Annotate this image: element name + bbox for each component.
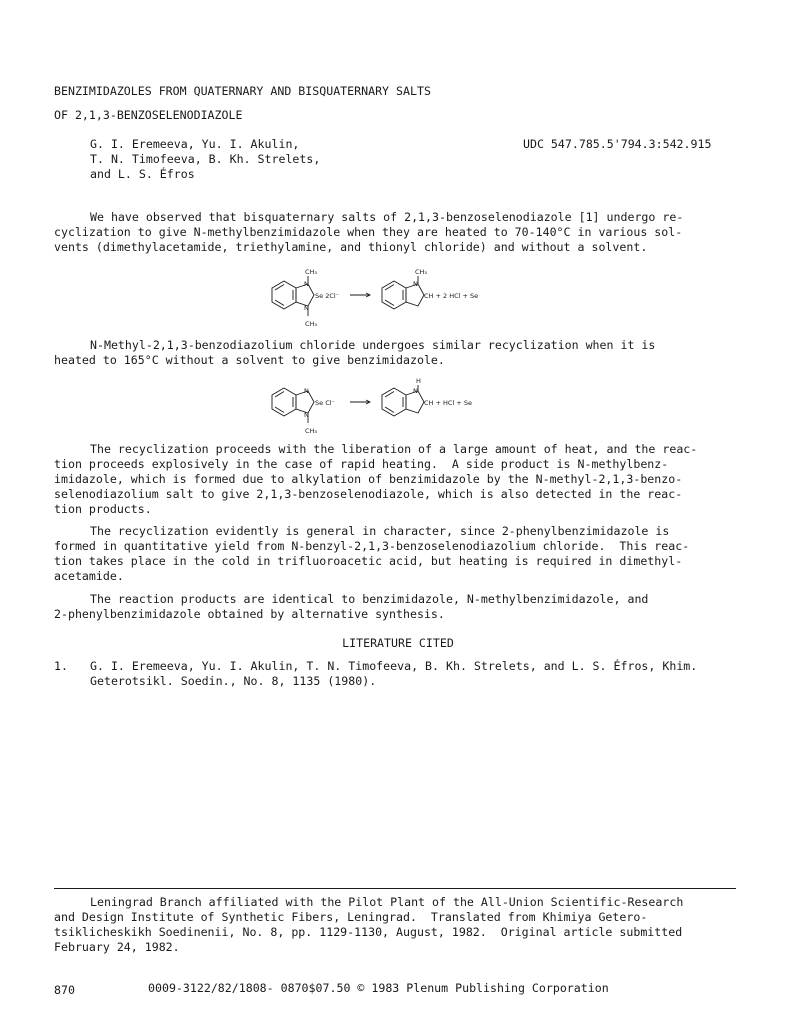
- para4-line-2: formed in quantitative yield from N-benzyl-2,1,3-benzoselenodiazolium chloride. This reac-: [54, 539, 690, 553]
- svg-text:N: N: [304, 304, 309, 312]
- reaction-arrow-1: [350, 293, 370, 297]
- scheme1-product-label: CH + 2 HCl + Se: [424, 292, 479, 300]
- scheme1-ch3-bottom: CH₃: [305, 320, 318, 328]
- scheme2-product-label: CH + HCl + Se: [424, 399, 472, 407]
- para4-line-3: tion takes place in the cold in trifluoroacetic acid, but heating is required in dimethyl-: [54, 554, 683, 568]
- reaction-scheme-1: [258, 266, 538, 336]
- author-line-3: and L. S. Éfros: [90, 167, 195, 181]
- footnote-line-1: Leningrad Branch affiliated with the Pilot Plant of the All-Union Scientific-Research: [90, 895, 684, 909]
- svg-text:N: N: [413, 280, 418, 288]
- para3-line-2: tion proceeds explosively in the case of rapid heating. A side product is N-methylbenz-: [54, 457, 669, 471]
- footnote-divider: [54, 888, 736, 889]
- para5-line-2: 2-phenylbenzimidazole obtained by alternative synthesis.: [54, 607, 445, 621]
- scheme2-ch3-bottom: CH₃: [305, 427, 318, 435]
- udc-code: UDC 547.785.5'794.3:542.915: [523, 137, 712, 151]
- para1-line-1: We have observed that bisquaternary salts of 2,1,3-benzoselenodiazole [1] undergo re-: [90, 210, 684, 224]
- scheme2-reagent-label: Se Cl⁻: [315, 399, 335, 407]
- footnote-line-3: tsiklicheskikh Soedinenii, No. 8, pp. 1129-1130, August, 1982. Original article submitted: [54, 925, 683, 939]
- para4-line-1: The recyclization evidently is general in character, since 2-phenylbenzimidazole is: [90, 524, 670, 538]
- svg-text:N: N: [413, 387, 418, 395]
- reaction-scheme-2: [258, 377, 538, 437]
- para3-line-4: selenodiazolium salt to give 2,1,3-benzoselenodiazole, which is also detected in the reac-: [54, 487, 683, 501]
- scheme1-ch3-top: CH₃: [305, 268, 318, 276]
- para3-line-3: imidazole, which is formed due to alkylation of benzimidazole by the N-methyl-2,1,3-benzo-: [54, 472, 683, 486]
- para2-line-1: N-Methyl-2,1,3-benzodiazolium chloride undergoes similar recyclization when it is: [90, 338, 656, 352]
- scheme2-product-h: H: [416, 377, 421, 385]
- article-title-line-1: BENZIMIDAZOLES FROM QUATERNARY AND BISQUATERNARY SALTS: [54, 84, 431, 98]
- footnote-line-4: February 24, 1982.: [54, 940, 180, 954]
- para3-line-1: The recyclization proceeds with the liberation of a large amount of heat, and the reac-: [90, 442, 698, 456]
- para2-line-2: heated to 165°C without a solvent to give benzimidazole.: [54, 353, 445, 367]
- para1-line-2: cyclization to give N-methylbenzimidazole when they are heated to 70-140°C in various sol-: [54, 225, 683, 239]
- reaction-arrow-2: [350, 400, 370, 404]
- literature-heading: LITERATURE CITED: [342, 636, 454, 650]
- article-title-line-2: OF 2,1,3-BENZOSELENODIAZOLE: [54, 108, 243, 122]
- page-number: 870: [54, 983, 75, 997]
- scheme1-reagent-label: Se 2Cl⁻: [315, 292, 340, 300]
- svg-text:N: N: [304, 411, 309, 419]
- reference-line-2: Geterotsikl. Soedin., No. 8, 1135 (1980).: [90, 674, 377, 688]
- para1-line-3: vents (dimethylacetamide, triethylamine, and thionyl chloride) and without a solvent.: [54, 240, 648, 254]
- author-line-1: G. I. Eremeeva, Yu. I. Akulin,: [90, 137, 300, 151]
- copyright-line: 0009-3122/82/1808- 0870$07.50 © 1983 Plenum Publishing Corporation: [148, 981, 609, 995]
- svg-text:N: N: [304, 387, 309, 395]
- para4-line-4: acetamide.: [54, 569, 124, 583]
- reference-number: 1.: [54, 659, 68, 673]
- svg-text:N: N: [304, 280, 309, 288]
- author-line-2: T. N. Timofeeva, B. Kh. Strelets,: [90, 152, 321, 166]
- footnote-line-2: and Design Institute of Synthetic Fibers, Leningrad. Translated from Khimiya Getero-: [54, 910, 648, 924]
- reference-line-1: G. I. Eremeeva, Yu. I. Akulin, T. N. Timofeeva, B. Kh. Strelets, and L. S. Éfros, Khim.: [90, 659, 698, 673]
- para3-line-5: tion products.: [54, 502, 152, 516]
- scheme1-product-ch3: CH₃: [415, 268, 428, 276]
- para5-line-1: The reaction products are identical to benzimidazole, N-methylbenzimidazole, and: [90, 592, 649, 606]
